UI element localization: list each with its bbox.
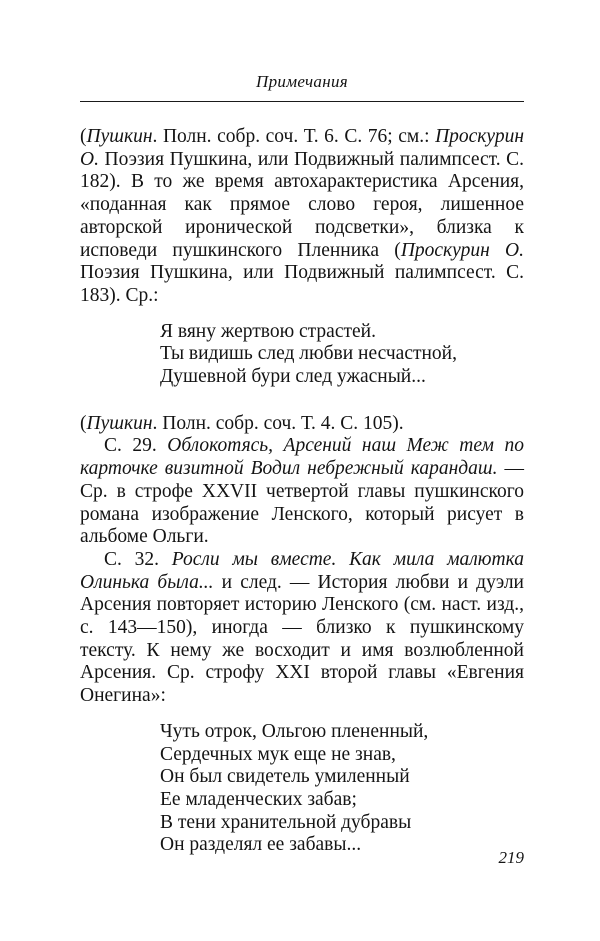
verse-line: Он был свидетель умиленный	[160, 766, 410, 788]
verse-line: Сердечных мук еще не знав,	[160, 743, 396, 765]
p3-quote: Облокотясь, Арсений наш Меж тем по карточке визитной Водил небрежный карандаш.	[80, 435, 524, 480]
verse-line: Он разделял ее забавы...	[160, 834, 362, 856]
p4-text: и след. — История любви и дуэли Арсения повторяет историю Ленского (см. наст. изд., с. 143—150), иногда — близко к пушкинскому тексту. К нему же восходит и имя возлюбленной Арсения. Ср. строфу XXI второй главы «Евгения Онегина»:	[80, 571, 524, 707]
header-rule	[80, 101, 524, 102]
p4-quote: Росли мы вместе. Как мила малютка Олинька была...	[80, 548, 524, 593]
p2-author: Пушкин	[86, 412, 153, 434]
p3-ref: С. 29.	[104, 435, 168, 457]
verse-line: Чуть отрок, Ольгою плененный,	[160, 720, 429, 742]
verse-line: Душевной бури след ужасный...	[160, 366, 426, 388]
p1-text: (	[80, 126, 87, 147]
verse-line: Ты видишь след любви несчастной,	[160, 343, 457, 365]
p2-text: (	[80, 412, 87, 434]
p1-author: Проскурин О.	[400, 239, 524, 261]
paragraph-4	[80, 549, 524, 708]
main-text	[80, 126, 524, 857]
p2-text: . Полн. собр. соч. Т. 4. С. 105).	[152, 412, 404, 434]
verse-line: В тени хранительной дубравы	[160, 811, 412, 833]
paragraph-1	[80, 126, 524, 308]
page-number: 219	[498, 848, 524, 867]
verse-quote-2	[160, 721, 524, 857]
p1-author: Пушкин	[86, 126, 153, 147]
p1-author: Проскурин О.	[80, 126, 524, 170]
p1-text: Поэзия Пушкина, или Подвижный палимпсест. С. 182). В то же время автохарактеристика Арсения, «поданная как прямое слово героя, лишенное авторской иронической подсветки», близка к исповеди пушкинского Пленника (	[80, 148, 524, 261]
p1-text: Поэзия Пушкина, или Подвижный палимпсест. С. 183). Ср.:	[80, 262, 524, 306]
p3-text: — Ср. в строфе XXVII четвертой главы пушкинского романа изображение Ленского, который рисует в альбоме Ольги.	[80, 458, 524, 548]
p1-text: . Полн. собр. соч. Т. 6. С. 76; см.:	[152, 126, 436, 147]
paragraph-3	[80, 435, 524, 549]
p4-ref: С. 32.	[104, 548, 172, 570]
paragraph-2	[80, 413, 524, 436]
verse-line: Я вяну жертвою страстей.	[160, 320, 376, 342]
verse-quote-1	[160, 321, 524, 389]
verse-line: Ее младенческих забав;	[160, 788, 357, 810]
running-header: Примечания	[256, 72, 348, 91]
